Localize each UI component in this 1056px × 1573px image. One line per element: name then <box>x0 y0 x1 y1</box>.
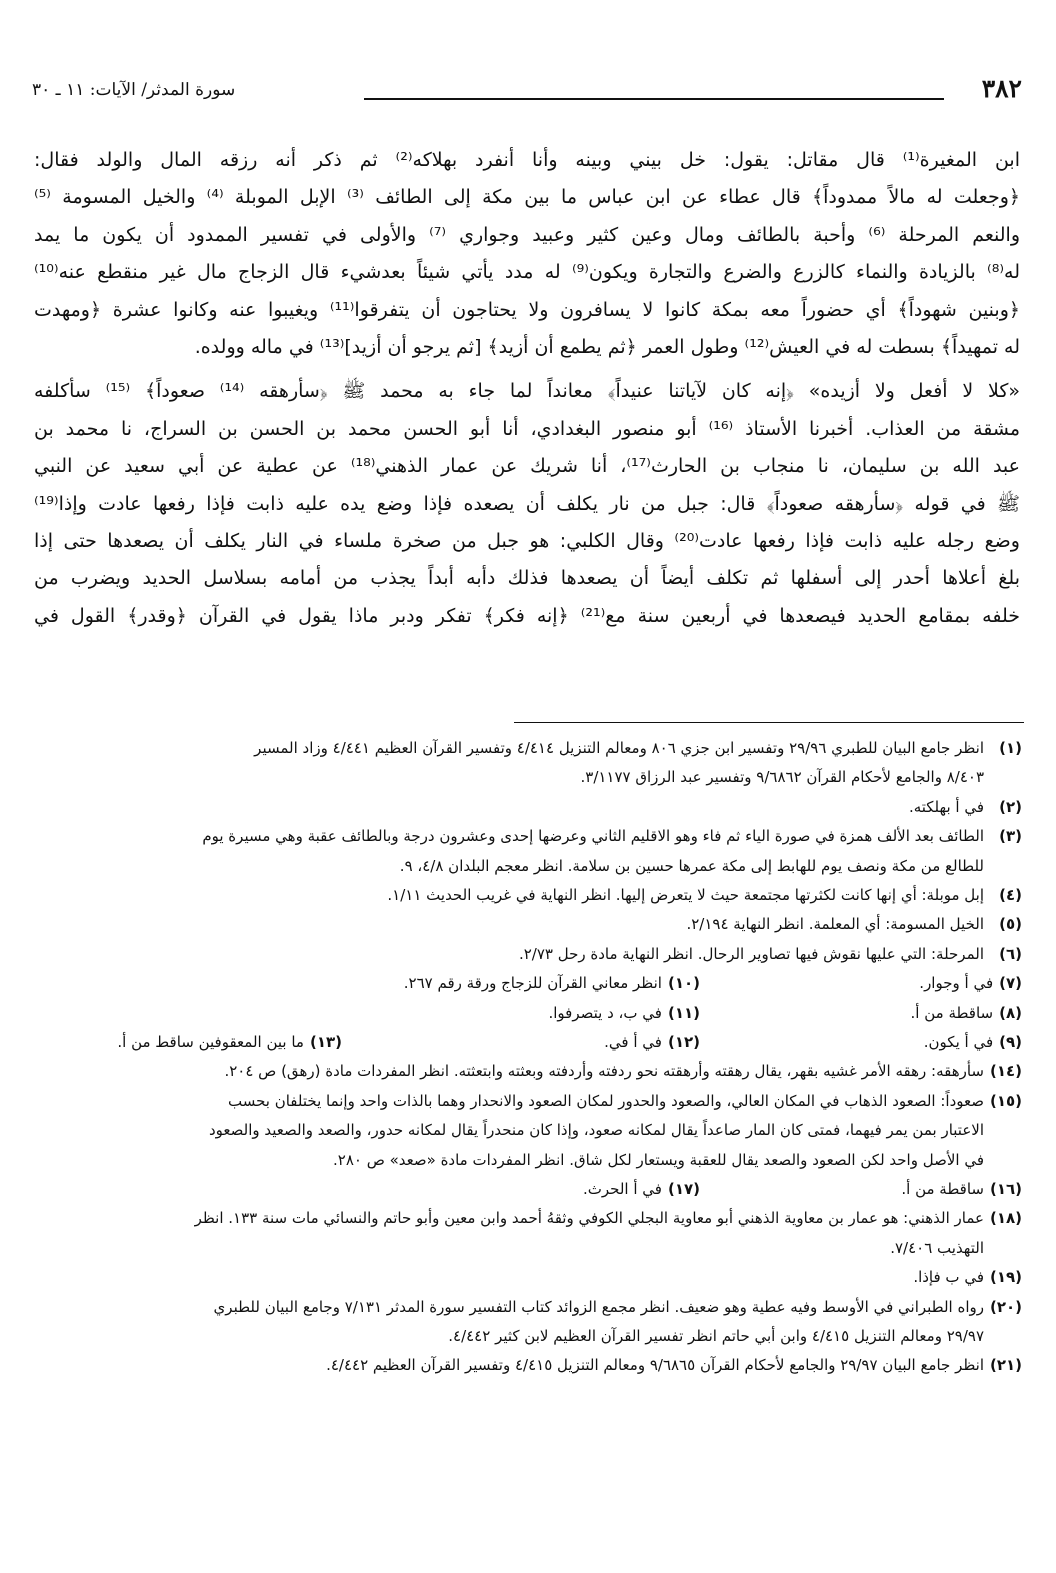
page-header <box>32 74 1022 110</box>
footnote-text: الخيل المسومة: أي المعلمة. انظر النهاية ٢/١٩٤. <box>686 915 984 934</box>
footnote-number: (١١) <box>667 1003 700 1022</box>
footnote-text: إبل موبلة: أي إنها كانت لكثرتها مجتمعة حيث لا يتعرض إليها. انظر النهاية في غريب الحديث ١/١١. <box>387 886 984 905</box>
footnote-number: (١٨) <box>989 1209 1022 1228</box>
footnote-14 <box>34 1057 1022 1086</box>
footnote-text: ساقطة من أ. <box>901 1180 984 1199</box>
text-line: عبد الله بن سليمان، نا منجاب بن الحارث⁽¹⁷⁾، أنا شريك عن عمار الذهني⁽¹⁸⁾ عن عطية عن أبي سعيد عن النبي <box>34 455 1020 478</box>
footnote-number: (٥) <box>999 915 1022 934</box>
text-line: وضع رجله عليه ذابت فإذا رفعها عادت⁽²⁰⁾ وقال الكلبي: هو جبل من صخرة ملساء في النار يكلف أن يصعدها حتى إذا <box>34 529 1020 552</box>
text-line: ﴿وبنين شهوداً﴾ أي حضوراً معه بمكة كانوا لا يسافرون ولا يحتاجون أن يتفرقوا⁽¹¹⁾ ويغيبوا عنه وكانوا عشرة ﴿ومهدت <box>34 298 1020 321</box>
footnote-text: ساقطة من أ. <box>910 1003 994 1022</box>
footnote-text: المرحلة: التي عليها نقوش فيها تصاوير الرحال. انظر النهاية مادة رحل ٢/٧٣. <box>518 944 984 963</box>
footnote-10 <box>404 969 700 998</box>
footnote-number: (٣) <box>999 827 1022 846</box>
footnote-13 <box>117 1028 342 1057</box>
footnote-number: (٤) <box>999 886 1022 905</box>
footnote-text: سأرهقه: رهقه الأمر غشيه بقهر، يقال رهقته وأرهقته نحو ردفته وأردفته وبعثته وابتعثته. انظر المفردات مادة (رهق) ص ٢٠٤. <box>224 1062 984 1081</box>
footnote-text: في أ بهلكته. <box>908 797 984 816</box>
footnote-1 <box>34 734 1022 793</box>
footnote-row <box>34 969 1022 998</box>
text-line: والنعم المرحلة ⁽⁶⁾ وأحبة بالطائف ومال وعين كثير وعبيد وجواري ⁽⁷⁾ والأولى في تفسير الممدود أن يكون ما يمد <box>34 223 1020 246</box>
text-line: ﴿وجعلت له مالاً ممدوداً﴾ قال عطاء عن ابن عباس ما بين مكة إلى الطائف ⁽³⁾ الإبل الموبلة ⁽⁴⁾ والخيل المسومة ⁽⁵⁾ <box>34 186 1020 209</box>
page-number: ٣٨٢ <box>981 74 1022 103</box>
footnote-number: (١٢) <box>667 1033 700 1052</box>
text-line: ابن المغيرة⁽¹⁾ قال مقاتل: يقول: خل بيني وبينه وأنا أنفرد بهلاكه⁽²⁾ ثم ذكر أنه رزقه المال والولد فقال: <box>34 149 1020 171</box>
footnote-text: في أ يكون. <box>923 1033 994 1052</box>
text-line: مشقة من العذاب. أخبرنا الأستاذ ⁽¹⁶⁾ أبو منصور البغدادي، أنا أبو الحسن محمد بن الحسن بن السراج، نا محمد بن <box>34 417 1020 440</box>
footnote-text: عمار الذهني: هو عمار بن معاوية الذهني أبو معاوية البجلي الكوفي وثقهُ أحمد وابن معين وأبو حاتم والنسائي مات سنة ١٣٣. انظر <box>194 1209 984 1228</box>
footnote-21 <box>34 1351 1022 1380</box>
footnote-text: انظر جامع البيان ٢٩/٩٧ والجامع لأحكام القرآن ٩/٦٨٦٥ ومعالم التنزيل ٤/٤١٥ وتفسير القرآن العظيم ٤/٤٤٢. <box>326 1356 984 1375</box>
footnote-7 <box>919 969 1022 998</box>
footnote-12 <box>604 1028 700 1057</box>
footnote-row <box>34 1175 1022 1204</box>
text-line: بلغ أعلاها أحدر إلى أسفلها ثم تكلف أيضاً أن يصعدها فذلك دأبه أبداً يجذب من أمامه بسلاسل الحديد ويضرب من <box>34 567 1020 590</box>
footnote-text: الطائف بعد الألف همزة في صورة الياء ثم فاء وهو الاقليم الثاني وعرضها إحدى وعشرون درجة وبالطائف عقبة وهي مسيرة يوم <box>202 827 984 846</box>
footnote-text: انظر جامع البيان للطبري ٢٩/٩٦ وتفسير ابن جزي ٨٠٦ ومعالم التنزيل ٤/٤١٤ وتفسير القرآن العظيم ٤/٤٤١ وزاد المسير <box>254 739 984 757</box>
main-text <box>34 142 1020 635</box>
footnote-19 <box>34 1263 1022 1292</box>
footnote-number: (٦) <box>999 944 1022 963</box>
footnote-text: ما بين المعقوفين ساقط من أ. <box>117 1033 304 1052</box>
footnote-separator <box>514 722 1024 723</box>
footnote-number: (٧) <box>999 974 1022 993</box>
footnote-number: (١٧) <box>667 1180 700 1199</box>
footnote-number: (١٩) <box>989 1268 1022 1287</box>
text-line: «كلا لا أفعل ولا أزيده» ﴿إنه كان لآياتنا عنيداً﴾ معانداً لما جاء به محمد ﷺ ﴿سأرهقه ⁽¹⁴⁾ صعوداً﴾ ⁽¹⁵⁾ سأكلفه <box>34 380 1020 403</box>
footnote-row <box>34 1028 1022 1057</box>
footnote-number: (١٥) <box>989 1091 1022 1110</box>
footnote-number: (١٣) <box>309 1033 342 1052</box>
footnote-number: (٨) <box>999 1003 1022 1022</box>
footnote-text: للطالع من مكة ونصف يوم للهابط إلى مكة عمرها حسين بن سلامة. انظر معجم البلدان ٤/٨، ٩. <box>399 856 984 875</box>
footnote-6 <box>34 940 1022 969</box>
text-line: ﷺ في قوله ﴿سأرهقه صعوداً﴾ قال: جبل من نار يكلف أن يصعده فإذا وضع يده عليه ذابت فإذا رفعها عادت وإذا⁽¹⁹⁾ <box>34 492 1020 515</box>
footnote-row <box>34 999 1022 1028</box>
footnote-text: في ب، د يتصرفوا. <box>548 1003 662 1022</box>
footnote-text: ٨/٤٠٣ والجامع لأحكام القرآن ٩/٦٨٦٢ وتفسير عبد الرزاق ٣/١١٧٧. <box>580 768 984 787</box>
footnote-text: الاعتبار بمن يمر فيهما، فمتى كان المار صاعداً يقال لمكانه صعود، وإذا كان منحدراً يقال لمكانه حدور، والصعد والصعيد والصعود <box>208 1121 984 1140</box>
header-rule <box>364 98 944 100</box>
footnote-3 <box>34 822 1022 881</box>
footnote-number: (١٠) <box>667 974 700 993</box>
footnote-number: (٩) <box>999 1033 1022 1052</box>
footnote-text: في ب فإذا. <box>913 1268 984 1287</box>
running-title: سورة المدثر/ الآيات: ١١ ـ ٣٠ <box>32 80 236 100</box>
footnote-text: انظر معاني القرآن للزجاج ورقة رقم ٢٦٧. <box>403 974 662 993</box>
footnote-number: (١) <box>999 739 1022 757</box>
footnote-9 <box>924 1028 1022 1057</box>
footnote-number: (٢٠) <box>989 1297 1022 1316</box>
footnote-number: (٢١) <box>989 1356 1022 1375</box>
footnote-number: (١٤) <box>989 1062 1022 1081</box>
footnote-text: في أ الحرث. <box>583 1180 662 1199</box>
footnote-text: في أ في. <box>604 1033 662 1052</box>
footnote-text: رواه الطبراني في الأوسط وفيه عطية وهو ضعيف. انظر مجمع الزوائد كتاب التفسير سورة المدثر ٧/١٣١ وجامع البيان للطبري <box>213 1297 984 1316</box>
footnote-18 <box>34 1204 1022 1263</box>
footnote-8 <box>911 999 1022 1028</box>
footnote-text: في أ وجوار. <box>919 974 994 993</box>
text-line: خلفه بمقامع الحديد فيصعدها في أربعين سنة مع⁽²¹⁾ ﴿إنه فكر﴾ تفكر ودبر ماذا يقول في القرآن ﴿وقدر﴾ القول في <box>34 604 1020 627</box>
footnote-2 <box>34 793 1022 822</box>
footnote-15 <box>34 1087 1022 1175</box>
footnotes <box>34 734 1022 1381</box>
footnote-text: صعوداً: الصعود الذهاب في المكان العالي، والصعود والحدور لمكان الصعود والانحدار وهما بالذات واحد وإنما يختلفان بحسب <box>227 1091 984 1110</box>
footnote-11 <box>549 999 701 1028</box>
footnote-number: (٢) <box>999 797 1022 816</box>
footnote-text: ٢٩/٩٧ ومعالم التنزيل ٤/٤١٥ وابن أبي حاتم انظر تفسير القرآن العظيم لابن كثير ٤/٤٤٢. <box>448 1327 984 1346</box>
text-line: له⁽⁸⁾ بالزيادة والنماء كالزرع والضرع والتجارة ويكون⁽⁹⁾ له مدد يأتي شيئاً بعدشيء قال الزجاج مال غير منقطع عنه⁽¹⁰⁾ <box>34 261 1020 284</box>
footnote-16 <box>901 1175 1022 1204</box>
footnote-text: التهذيب ٧/٤٠٦. <box>890 1238 984 1257</box>
text-line: له تمهيداً﴾ بسطت له في العيش⁽¹²⁾ وطول العمر ﴿ثم يطمع أن أزيد﴾ [ثم يرجو أن أزيد]⁽¹³⁾ في ماله وولده. <box>194 335 1020 358</box>
footnote-number: (١٦) <box>989 1180 1022 1199</box>
footnote-4 <box>34 881 1022 910</box>
footnote-17 <box>583 1175 700 1204</box>
footnote-5 <box>34 910 1022 939</box>
footnote-20 <box>34 1293 1022 1352</box>
footnote-text: في الأصل واحد لكن الصعود والصعد يقال للعقبة ويستعار لكل شاق. انظر المفردات مادة «صعد» ص ٢٨٠. <box>332 1150 984 1169</box>
